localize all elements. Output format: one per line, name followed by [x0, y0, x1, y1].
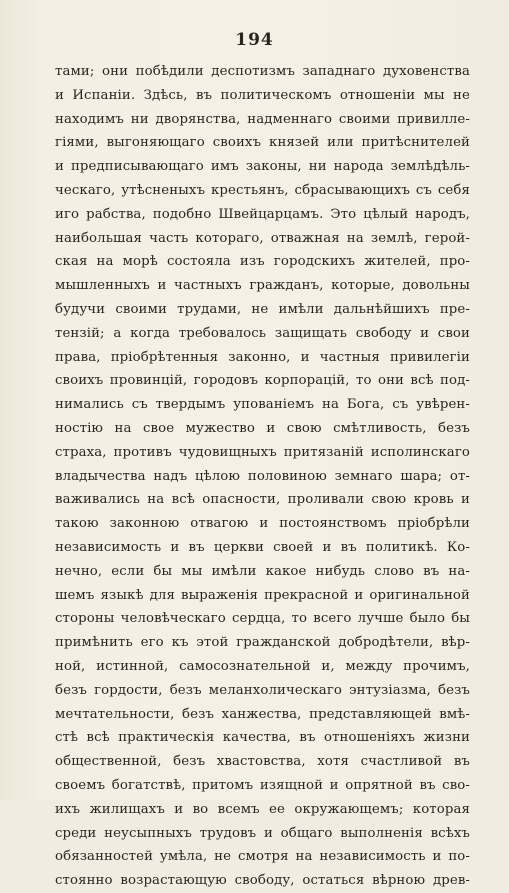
text-line: ская на морѣ состояла изъ городскихъ жителей, про- — [55, 254, 470, 270]
text-line: мышленныхъ и частныхъ гражданъ, которые, довольны — [55, 278, 470, 294]
text-line: ной, истинной, самосознательной и, между прочимъ, — [55, 658, 470, 674]
text-line: владычества надъ цѣлою половиною земнаго шара; от- — [55, 468, 470, 484]
text-line: находимъ ни дворянства, надменнаго своими привилле- — [55, 111, 470, 127]
text-line: гіями, выгоняющаго своихъ князей или притѣснителей — [55, 135, 470, 151]
text-line: общественной, безъ хвастовства, хотя счастливой въ — [55, 754, 470, 770]
text-line: независимость и въ церкви своей и въ политикѣ. Ко- — [55, 539, 470, 555]
text-line: и предписывающаго имъ законы, ни народа землѣдѣль- — [55, 159, 470, 175]
text-line: среди неусыпныхъ трудовъ и общаго выполненія всѣхъ — [55, 825, 470, 841]
text-line: иго рабства, подобно Швейцарцамъ. Это цѣлый народъ, — [55, 206, 470, 222]
text-line: будучи своими трудами, не имѣли дальнѣйшихъ пре- — [55, 301, 470, 317]
text-line: ихъ жилищахъ и во всемъ ее окружающемъ; которая — [55, 801, 470, 817]
text-line: ческаго, утѣсненыхъ крестьянъ, сбрасывающихъ съ себя — [55, 182, 470, 198]
text-line: безъ гордости, безъ меланхолическаго энтузіазма, безъ — [55, 682, 470, 698]
text-line: страха, противъ чудовищныхъ притязаній исполинскаго — [55, 444, 470, 460]
text-line: стороны человѣческаго сердца, то всего лучше было бы — [55, 611, 470, 627]
text-line: тами; они побѣдили деспотизмъ западнаго духовенства — [55, 64, 470, 79]
text-line: примѣнить его къ этой гражданской добродѣтели, вѣр- — [55, 635, 470, 651]
text-line: нимались съ твердымъ упованіемъ на Бога, съ увѣрен- — [55, 397, 470, 413]
text-line: тензій; а когда требовалось защищать свободу и свои — [55, 325, 470, 341]
text-line: такою законною отвагою и постоянствомъ пріобрѣли — [55, 516, 470, 532]
text-line: обязанностей умѣла, не смотря на независимость и по- — [55, 849, 470, 865]
text-line: права, пріобрѣтенныя законно, и частныя привилегіи — [55, 349, 470, 365]
text-line: стѣ всѣ практическія качества, въ отношеніяхъ жизни — [55, 730, 470, 746]
text-line: наибольшая часть котораго, отважная на землѣ, герой- — [55, 230, 470, 246]
text-line: важивались на всѣ опасности, проливали свою кровь и — [55, 492, 470, 508]
text-line: мечтательности, безъ ханжества, представляющей вмѣ- — [55, 706, 470, 722]
text-line: стоянно возрастающую свободу, остаться вѣрною древ- — [55, 873, 470, 889]
text-line: нечно, если бы мы имѣли какое нибудь слово въ на- — [55, 563, 470, 579]
body-text — [55, 60, 470, 893]
page-number: 194 — [235, 30, 274, 50]
text-line: своихъ провинцій, городовъ корпорацій, то они всѣ под- — [55, 373, 470, 389]
text-line: своемъ богатствѣ, притомъ изящной и опрятной въ сво- — [55, 777, 470, 793]
text-line: шемъ языкѣ для выраженія прекрасной и оригинальной — [55, 587, 470, 603]
text-line: ностію на свое мужество и свою смѣтливость, безъ — [55, 420, 470, 436]
text-line: и Испаніи. Здѣсь, въ политическомъ отношеніи мы не — [55, 87, 470, 103]
